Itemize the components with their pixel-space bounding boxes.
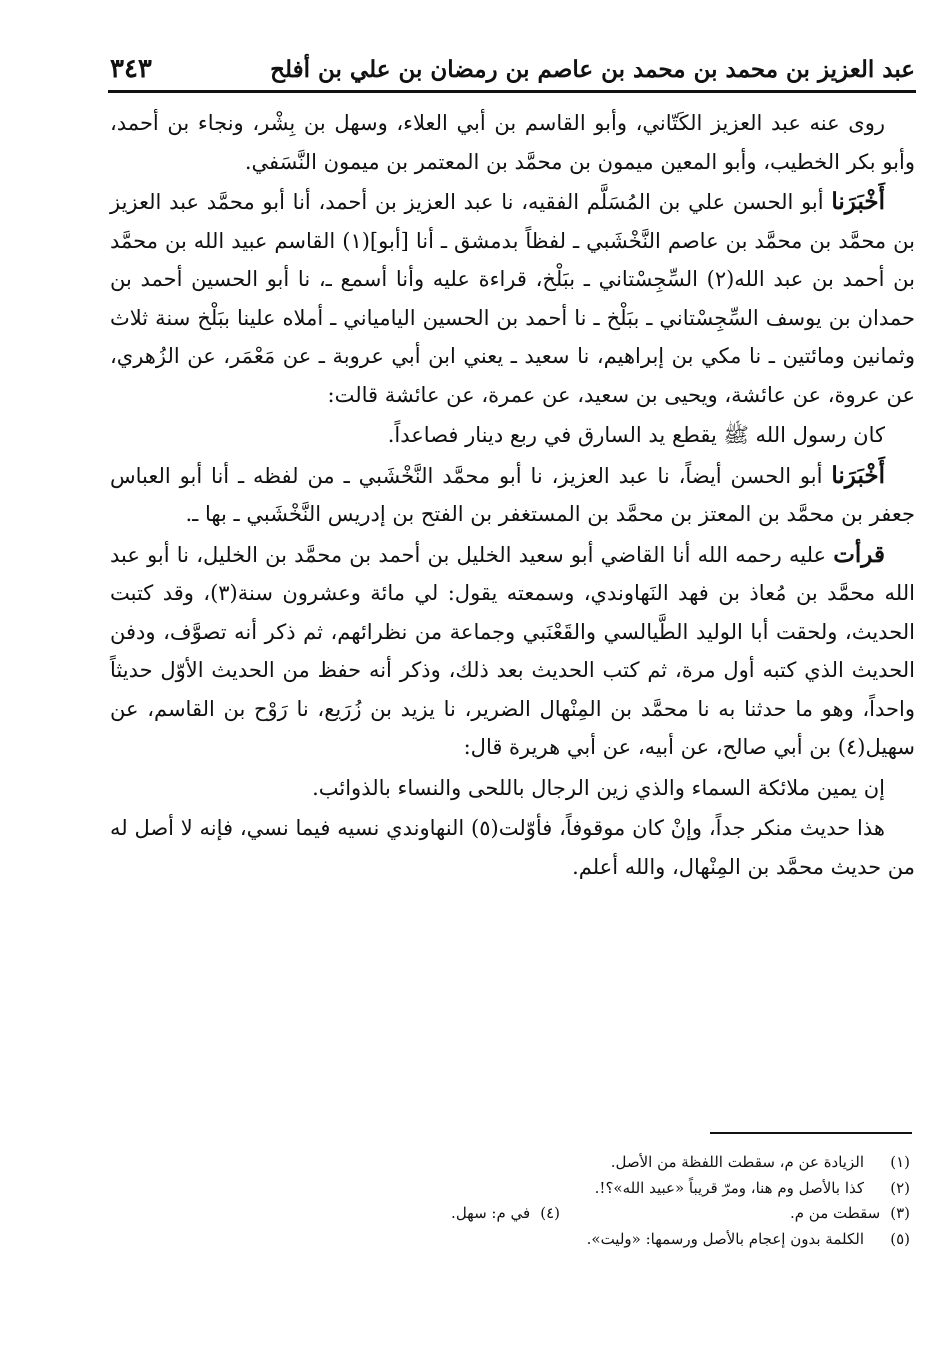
main-text (110, 104, 915, 1114)
running-title: عبد العزيز بن محمد بن محمد بن عاصم بن رمضان بن علي بن أفلح (270, 56, 915, 83)
footnote-text: كذا بالأصل وم هنا، ومرّ قريباً «عبيد الله»؟!. (594, 1178, 864, 1197)
paragraph-lead: أَخْبَرَنا (831, 188, 885, 215)
footnote (300, 1227, 910, 1253)
footnote-text: في م: سهل. (451, 1204, 531, 1222)
paragraph-lead: أَخْبَرَنا (831, 461, 885, 489)
footnote-number: (٢) (890, 1178, 910, 1197)
footnotes (300, 1150, 910, 1252)
paragraph (110, 183, 915, 414)
running-header (110, 52, 915, 90)
footnote-number: (١) (890, 1153, 910, 1171)
footnote-text: سقطت من م. (789, 1204, 881, 1222)
footnote-row (300, 1201, 910, 1227)
paragraph-text: إن يمين ملائكة السماء والذي زين الرجال باللحى والنساء بالذوائب. (312, 775, 885, 800)
paragraph-text: أبو الحسن علي بن المُسَلَّم الفقيه، نا عبد العزيز بن أحمد، أنا أبو محمَّد عبد العزيز بن محمَّد بن محمَّد بن عاصم النَّخْشَبي ـ لفظاً بدمشق ـ أنا [أبو](١) القاسم عبيد الله بن محمَّد بن أحمد بن عبد الله(٢) السِّجِسْتاني ـ ببَلْخ، قراءة عليه وأنا أسمع ـ، نا أبو الحسين أحمد بن حمدان بن يوسف السِّجِسْتاني ـ ببَلْخ ـ نا أحمد بن الحسين اليامياني ـ أملاه علينا ببَلْخ سنة ثلاث وثمانين ومائتين ـ نا مكي بن إبراهيم، نا سعيد ـ يعني ابن أبي عروبة ـ عن مَعْمَر، عن الزُهري، عن عروة، عن عائشة، ويحيى بن سعيد، عن عمرة، عن عائشة قالت: (110, 190, 916, 407)
paragraph (110, 809, 915, 886)
footnote (790, 1201, 910, 1227)
footnote-text: الزيادة عن م، سقطت اللفظة من الأصل. (610, 1153, 864, 1171)
paragraph-text: كان رسول الله ﷺ يقطع يد السارق في ربع دينار فصاعداً. (387, 423, 885, 447)
paragraph (110, 104, 915, 181)
paragraph-lead: قرأت (833, 540, 885, 568)
footnote-number: (٥) (890, 1229, 910, 1248)
footnote-text: الكلمة بدون إعجام بالأصل ورسمها: «وليت». (586, 1229, 864, 1248)
paragraph (110, 769, 915, 808)
paragraph-text: أبو الحسن أيضاً، نا عبد العزيز، نا أبو محمَّد النَّخْشَبي ـ من لفظه ـ أنا أبو العباس جعفر بن محمَّد بن المعتز بن محمَّد بن المستغفر بن الفتح بن إدريس النَّخْشَبي ـ بها ـ. (110, 463, 915, 526)
paragraph (110, 457, 915, 534)
footnote (451, 1201, 560, 1227)
footnote (300, 1176, 910, 1202)
paragraph-text: روى عنه عبد العزيز الكَتّاني، وأبو القاسم بن أبي العلاء، وسهل بن بِشْر، ونجاء بن أحمد، وأبو بكر الخطيب، وأبو المعين ميمون بن محمَّد بن المعتمر بن ميمون النَّسَفي. (110, 111, 915, 174)
paragraph (110, 536, 915, 767)
footnote (300, 1150, 910, 1176)
footnote-number: (٤) (540, 1204, 560, 1222)
page-number: ٣٤٣ (110, 54, 152, 84)
paragraph-text: عليه رحمه الله أنا القاضي أبو سعيد الخليل بن أحمد بن محمَّد بن الخليل، نا أبو عبد الله محمَّد بن مُعاذ بن فهد النَهاوندي، وسمعته يقول: لي مائة وعشرون سنة(٣)، وقد كتبت الحديث، ولحقت أبا الوليد الطَّيالسي والقَعْنَبي وجماعة من نظرائهم، ثم ذكر أنه تصوَّف، ودفن الحديث الذي كتبه أول مرة، ثم كتب الحديث بعد ذلك، وذكر أنه حفظ من الحديث الأوّل حديثاً واحداً، وهو ما حدثنا به نا محمَّد بن المِنْهال الضرير، نا يزيد بن زُرَيع، نا رَوْح بن القاسم، عن سهيل(٤) بن أبي صالح، عن أبيه، عن أبي هريرة قال: (110, 542, 915, 759)
footnote-rule (710, 1132, 912, 1134)
paragraph (110, 416, 915, 455)
header-rule (108, 90, 916, 93)
paragraph-text: هذا حديث منكر جداً، وإنْ كان موقوفاً، فأوّلت(٥) النهاوندي نسيه فيما نسي، فإنه لا أصل له من حديث محمَّد بن المِنْهال، والله أعلم. (110, 816, 915, 879)
footnote-number: (٣) (890, 1204, 910, 1222)
